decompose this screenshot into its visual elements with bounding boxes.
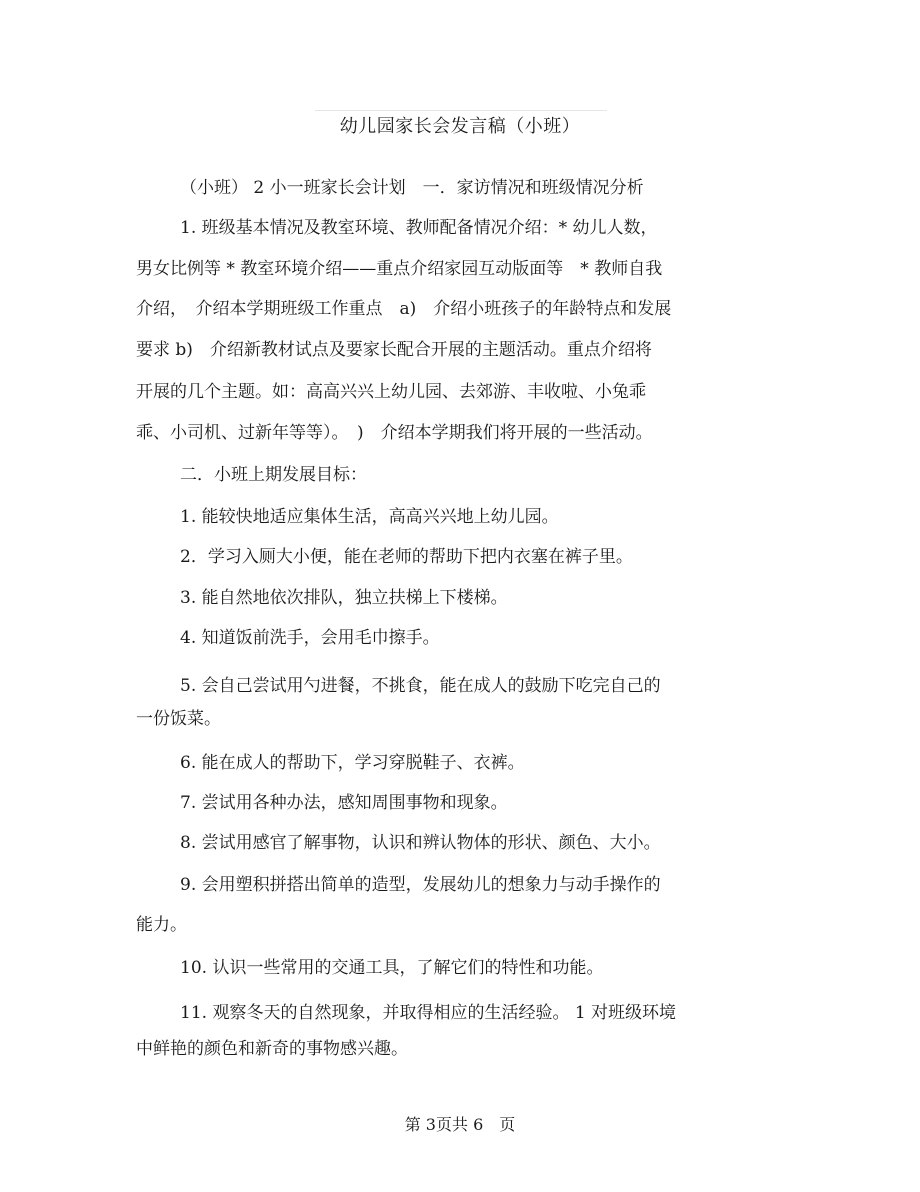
- list-item: 1. 能较快地适应集体生活，高高兴兴地上幼儿园。: [180, 507, 559, 527]
- page-title: 幼儿园家长会发言稿（小班）: [339, 116, 581, 137]
- paragraph-line: 男女比例等 * 教室环境介绍——重点介绍家园互动版面等 * 教师自我: [136, 259, 663, 279]
- list-item: 11. 观察冬天的自然现象，并取得相应的生活经验。 1 对班级环境: [180, 1003, 677, 1023]
- list-item-continuation: 一份饭菜。: [136, 709, 221, 729]
- list-item: 6. 能在成人的帮助下，学习穿脱鞋子、衣裤。: [180, 753, 525, 773]
- paragraph-line: 要求 b) 介绍新教材试点及要家长配合开展的主题活动。重点介绍将: [136, 340, 652, 360]
- list-item: 5. 会自己尝试用勺进餐，不挑食，能在成人的鼓励下吃完自己的: [180, 676, 661, 696]
- list-item-continuation: 中鲜艳的颜色和新奇的事物感兴趣。: [136, 1039, 408, 1059]
- paragraph-line: （小班） 2 小一班家长会计划 一．家访情况和班级情况分析: [180, 178, 644, 198]
- list-item: 3. 能自然地依次排队，独立扶梯上下楼梯。: [180, 588, 508, 608]
- list-item: 10. 认识一些常用的交通工具，了解它们的特性和功能。: [180, 958, 604, 978]
- paragraph-line: 1. 班级基本情况及教室环境、教师配备情况介绍：* 幼儿人数，: [180, 218, 658, 238]
- section-heading: 二．小班上期发展目标：: [180, 465, 367, 485]
- paragraph-line: 介绍， 介绍本学期班级工作重点 a) 介绍小班孩子的年龄特点和发展: [136, 299, 672, 319]
- list-item: 9. 会用塑积拼搭出简单的造型，发展幼儿的想象力与动手操作的: [180, 875, 661, 895]
- list-item: 7. 尝试用各种办法，感知周围事物和现象。: [180, 793, 508, 813]
- header-rule: [315, 110, 607, 111]
- paragraph-line: 乖、小司机、过新年等等）。 ) 介绍本学期我们将开展的一些活动。: [136, 423, 653, 443]
- list-item: 8. 尝试用感官了解事物，认识和辨认物体的形状、颜色、大小。: [180, 833, 661, 853]
- list-item-continuation: 能力。: [136, 915, 187, 935]
- page-number: 第 3页共 6 页: [404, 1115, 516, 1134]
- list-item: 2．学习入厕大小便，能在老师的帮助下把内衣塞在裤子里。: [180, 547, 633, 567]
- list-item: 4. 知道饭前洗手，会用毛巾擦手。: [180, 628, 440, 648]
- paragraph-line: 开展的几个主题。如：高高兴兴上幼儿园、去郊游、丰收啦、小兔乖: [136, 382, 646, 402]
